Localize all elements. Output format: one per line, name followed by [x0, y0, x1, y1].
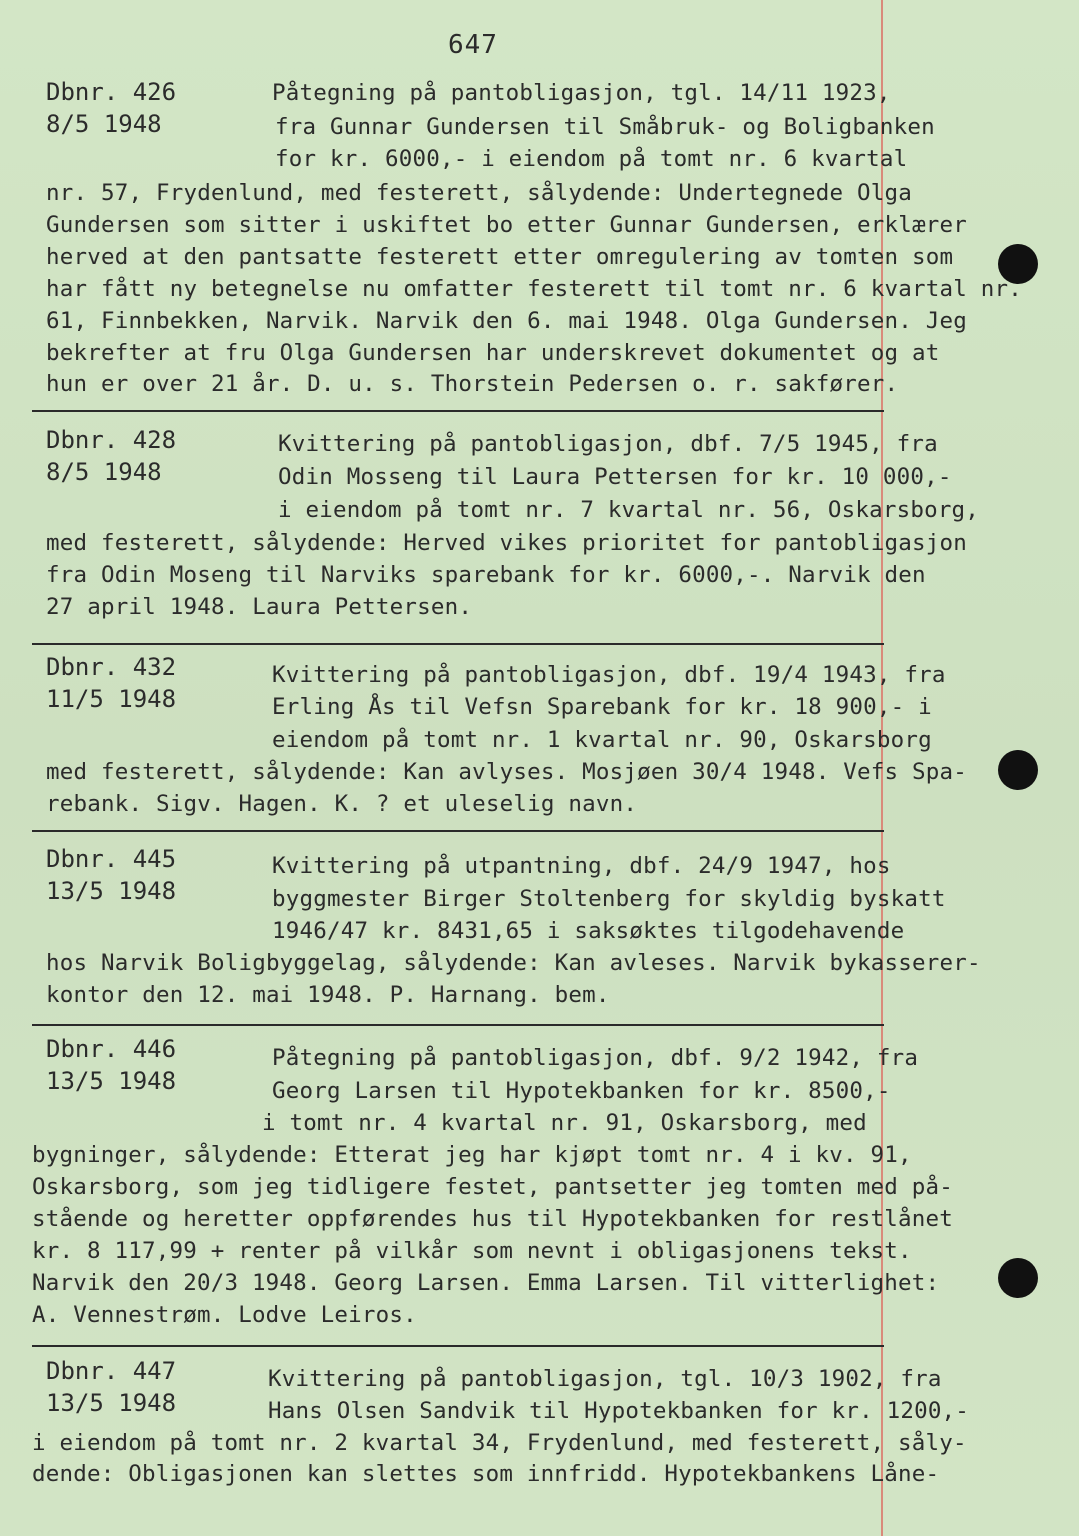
entry-dbnr: Dbnr. 432 — [46, 653, 177, 681]
entry-line: Kvittering på pantobligasjon, tgl. 10/3 1902, fra — [268, 1366, 942, 1392]
entry-line: nr. 57, Frydenlund, med festerett, sålydende: Undertegnede Olga — [46, 180, 913, 206]
entry-line: A. Vennestrøm. Lodve Leiros. — [32, 1302, 417, 1328]
entry-line: med festerett, sålydende: Herved vikes prioritet for pantobligasjon — [46, 530, 967, 556]
entry-line: i tomt nr. 4 kvartal nr. 91, Oskarsborg, med — [262, 1110, 867, 1136]
entry-separator — [32, 1345, 884, 1347]
entry-line: kontor den 12. mai 1948. P. Harnang. bem. — [46, 982, 610, 1008]
entry-line: eiendom på tomt nr. 1 kvartal nr. 90, Oskarsborg — [272, 727, 932, 753]
entry-line: 61, Finnbekken, Narvik. Narvik den 6. mai 1948. Olga Gundersen. Jeg — [46, 308, 967, 334]
punch-hole-middle — [998, 750, 1038, 790]
entry-line: fra Odin Moseng til Narviks sparebank for kr. 6000,-. Narvik den — [46, 562, 926, 588]
entry-dbnr: Dbnr. 447 — [46, 1357, 177, 1385]
entry-line: byggmester Birger Stoltenberg for skyldig byskatt — [272, 886, 946, 912]
entry-date: 13/5 1948 — [46, 1067, 177, 1095]
entry-line: Påtegning på pantobligasjon, tgl. 14/11 1923, — [272, 80, 891, 106]
entry-line: stående og heretter oppførendes hus til Hypotekbanken for restlånet — [32, 1206, 953, 1232]
entry-line: Odin Mosseng til Laura Pettersen for kr. 10 000,- — [278, 464, 952, 490]
entry-line: Georg Larsen til Hypotekbanken for kr. 8500,- — [272, 1078, 891, 1104]
entry-line: Hans Olsen Sandvik til Hypotekbanken for kr. 1200,- — [268, 1398, 970, 1424]
page-number: 647 — [448, 30, 498, 60]
entry-line: Kvittering på pantobligasjon, dbf. 19/4 1943, fra — [272, 662, 946, 688]
entry-line: 27 april 1948. Laura Pettersen. — [46, 594, 473, 620]
entry-line: rebank. Sigv. Hagen. K. ? et uleselig navn. — [46, 791, 638, 817]
entry-line: Erling Ås til Vefsn Sparebank for kr. 18 900,- i — [272, 694, 932, 720]
entry-line: i eiendom på tomt nr. 7 kvartal nr. 56, Oskarsborg, — [278, 497, 980, 523]
entry-line: i eiendom på tomt nr. 2 kvartal 34, Frydenlund, med festerett, såly- — [32, 1430, 967, 1456]
punch-hole-bottom — [998, 1258, 1038, 1298]
entry-date: 8/5 1948 — [46, 110, 162, 138]
entry-line: Kvittering på pantobligasjon, dbf. 7/5 1945, fra — [278, 431, 938, 457]
entry-line: bekrefter at fru Olga Gundersen har underskrevet dokumentet og at — [46, 340, 940, 366]
entry-line: hos Narvik Boligbyggelag, sålydende: Kan avleses. Narvik bykasserer- — [46, 950, 981, 976]
entry-line: kr. 8 117,99 + renter på vilkår som nevnt i obligasjonens tekst. — [32, 1238, 912, 1264]
entry-line: bygninger, sålydende: Etterat jeg har kjøpt tomt nr. 4 i kv. 91, — [32, 1142, 912, 1168]
entry-line: hun er over 21 år. D. u. s. Thorstein Pedersen o. r. sakfører. — [46, 371, 899, 397]
entry-line: for kr. 6000,- i eiendom på tomt nr. 6 kvartal — [275, 146, 908, 172]
entry-line: Kvittering på utpantning, dbf. 24/9 1947, hos — [272, 853, 891, 879]
entry-line: med festerett, sålydende: Kan avlyses. Mosjøen 30/4 1948. Vefs Spa- — [46, 759, 967, 785]
entry-line: herved at den pantsatte festerett etter omregulering av tomten som — [46, 244, 954, 270]
entry-line: har fått ny betegnelse nu omfatter festerett til tomt nr. 6 kvartal nr. — [46, 276, 1022, 302]
entry-line: Narvik den 20/3 1948. Georg Larsen. Emma Larsen. Til vitterlighet: — [32, 1270, 940, 1296]
entry-dbnr: Dbnr. 445 — [46, 845, 177, 873]
entry-line: Påtegning på pantobligasjon, dbf. 9/2 1942, fra — [272, 1045, 919, 1071]
entry-line: Oskarsborg, som jeg tidligere festet, pantsetter jeg tomten med på- — [32, 1174, 953, 1200]
entry-line: 1946/47 kr. 8431,65 i saksøktes tilgodehavende — [272, 918, 905, 944]
entry-dbnr: Dbnr. 446 — [46, 1035, 177, 1063]
entry-dbnr: Dbnr. 428 — [46, 426, 177, 454]
entry-line: fra Gunnar Gundersen til Småbruk- og Boligbanken — [275, 114, 935, 140]
entry-separator — [32, 830, 884, 832]
entry-date: 13/5 1948 — [46, 1389, 177, 1417]
entry-date: 13/5 1948 — [46, 877, 177, 905]
entry-separator — [32, 410, 884, 412]
entry-separator — [32, 1024, 884, 1026]
entry-date: 8/5 1948 — [46, 458, 162, 486]
entry-dbnr: Dbnr. 426 — [46, 78, 177, 106]
entry-line: dende: Obligasjonen kan slettes som innfridd. Hypotekbankens Låne- — [32, 1461, 940, 1487]
entry-line: Gundersen som sitter i uskiftet bo etter Gunnar Gundersen, erklærer — [46, 212, 967, 238]
entry-separator — [32, 643, 884, 645]
entry-date: 11/5 1948 — [46, 685, 177, 713]
